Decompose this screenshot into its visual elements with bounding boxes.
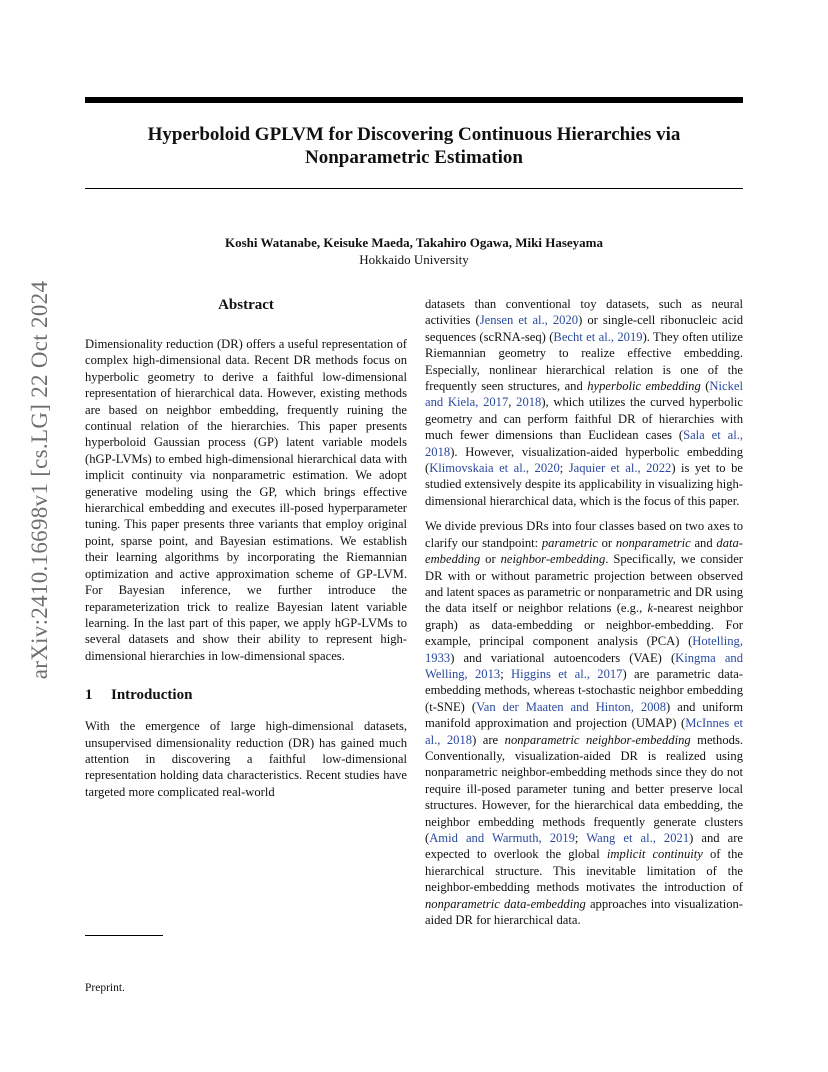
emphasis-text: data-embedding — [425, 535, 743, 567]
citation-link[interactable]: Amid and Warmuth, 2019 — [429, 831, 575, 845]
paper-title — [85, 123, 743, 169]
abstract-heading: Abstract — [218, 297, 274, 313]
emphasis-text: nonparametric neighbor-embedding — [504, 732, 691, 747]
title-top-rule — [85, 97, 743, 103]
citation-link[interactable]: Wang et al., 2021 — [586, 831, 690, 845]
title-line-2: Nonparametric Estimation — [305, 147, 523, 168]
right-column — [425, 296, 743, 928]
citation-link[interactable]: 2018 — [516, 395, 542, 410]
emphasis-text: k — [647, 601, 654, 616]
citation-link[interactable]: Hotelling, 1933 — [425, 634, 743, 665]
emphasis-text: parametric — [541, 535, 598, 550]
citation-link[interactable]: Jensen et al., 2020 — [479, 313, 579, 328]
emphasis-text: nonparametric — [615, 535, 691, 550]
citation-link[interactable]: Becht et al., 2019 — [553, 329, 643, 344]
left-column — [85, 296, 407, 800]
citation-link[interactable]: Kingma and Welling, 2013 — [425, 650, 744, 681]
title-line-1: Hyperboloid GPLVM for Discovering Continuous Hierarchies via — [147, 124, 681, 145]
section-number: 1 — [85, 687, 93, 704]
section-title: Introduction — [111, 687, 193, 704]
citation-link[interactable]: Jaquier et al., 2022 — [568, 461, 672, 476]
footnote-rule — [85, 935, 163, 936]
intro-paragraph-left: With the emergence of large high-dimensional datasets, unsupervised dimensionality reduction (DR) has gained much attention in discovering a faithful low-dimensional representation holding data characteristics. Recent studies have targeted more complicated real-world — [85, 719, 407, 799]
emphasis-text: hyperbolic embedding — [587, 379, 701, 394]
section-heading-introduction — [85, 686, 407, 704]
arxiv-identifier: arXiv:2410.16698v1 [cs.LG] 22 Oct 2024 — [27, 280, 52, 680]
citation-link[interactable]: Klimovskaia et al., 2020 — [429, 461, 560, 476]
citation-link[interactable]: McInnes et al., 2018 — [425, 716, 743, 747]
title-bottom-rule — [85, 188, 743, 189]
intro-paragraph-right-1: datasets than conventional toy datasets, such as neural activities (Jensen et al., 2020) or single-cell ribonucleic acid sequences (scRNA-seq) (Becht et al., 2019). They often utilize Riemannian geometry to realize effective embedding. Especially, nonlinear hierarchical relation is one of the frequently seen structures, and hyperbolic embedding (Nickel and Kiela, 2017, 2018), which utilizes the curved hyperbolic geometry and can perform faithful DR of hierarchies with much fewer dimensions than Euclidean cases (Sala et al., 2018). However, visualization-aided hyperbolic embedding (Klimovskaia et al., 2020; Jaquier et al., 2022) is yet to be studied extensively despite its applicability in visualizing high-dimensional hierarchical data, which is the focus of this paper. — [425, 297, 744, 508]
citation-link[interactable]: Van der Maaten and Hinton, 2008 — [476, 699, 667, 714]
authors: Koshi Watanabe, Keisuke Maeda, Takahiro Ogawa, Miki Haseyama — [224, 235, 603, 250]
intro-paragraph-right-2: We divide previous DRs into four classes based on two axes to clarify our standpoint: parametric or nonparametric and data-embedding or neighbor-embedding. Specifically, we consider DR with or without parametric projection between observed and latent spaces as parametric or nonparametric and DR using the data itself or neighbor relations (e.g., k-nearest neighbor graph) as data-embedding or neighbor-embedding. For example, principal component analysis (PCA) (Hotelling, 1933) and variational autoencoders (VAE) (Kingma and Welling, 2013; Higgins et al., 2017) are parametric data-embedding methods, whereas t-stochastic neighbor embedding (t-SNE) (Van der Maaten and Hinton, 2008) and uniform manifold approximation and projection (UMAP) (McInnes et al., 2018) are nonparametric neighbor-embedding methods. Conventionally, visualization-aided DR is realized using nonparametric neighbor-embedding methods since they do not require ill-posed parameter tuning and better preserve local structures. However, for the hierarchical data embedding, the neighbor embedding methods frequently generate clusters (Amid and Warmuth, 2019; Wang et al., 2021) and are expected to overlook the global implicit continuity of the hierarchical structure. This inevitable limitation of the neighbor-embedding methods motivates the introduction of nonparametric data-embedding approaches into visualization-aided DR for hierarchical data. — [425, 519, 744, 928]
affiliation: Hokkaido University — [359, 252, 469, 267]
footnote-preprint: Preprint. — [85, 982, 125, 994]
emphasis-text: neighbor-embedding — [500, 552, 606, 567]
citation-link[interactable]: Nickel and Kiela, 2017 — [425, 379, 743, 410]
citation-link[interactable]: Sala et al., 2018 — [425, 428, 743, 459]
citation-link[interactable]: Higgins et al., 2017 — [511, 666, 623, 681]
emphasis-text: implicit continuity — [606, 847, 703, 862]
abstract-text: Dimensionality reduction (DR) offers a useful representation of complex high-dimensional data. Recent DR methods focus on hyperbolic geometry to derive a faithful low-dimensional representation of hierarchical data. However, existing methods are based on neighbor embedding, frequently ruining the continual relation of the hierarchies. This paper presents hyperboloid Gaussian process (GP) latent variable models (hGP-LVMs) to embed high-dimensional hierarchical data with implicit continuity via nonparametric estimation. We adopt generative modeling using the GP, which brings effective hierarchical embedding and executes ill-posed hyperparameter tuning. This paper presents three variants that employ original point, sparse point, and Bayesian estimations. We establish their learning algorithms by incorporating the Riemannian optimization and active approximation scheme of GP-LVM. For Bayesian inference, we further introduce the reparameterization trick to realize Bayesian latent variable learning. In the last part of this paper, we apply hGP-LVMs to several datasets and show their ability to represent high-dimensional hierarchies in low-dimensional spaces. — [85, 337, 407, 663]
emphasis-text: nonparametric data-embedding — [425, 896, 586, 911]
